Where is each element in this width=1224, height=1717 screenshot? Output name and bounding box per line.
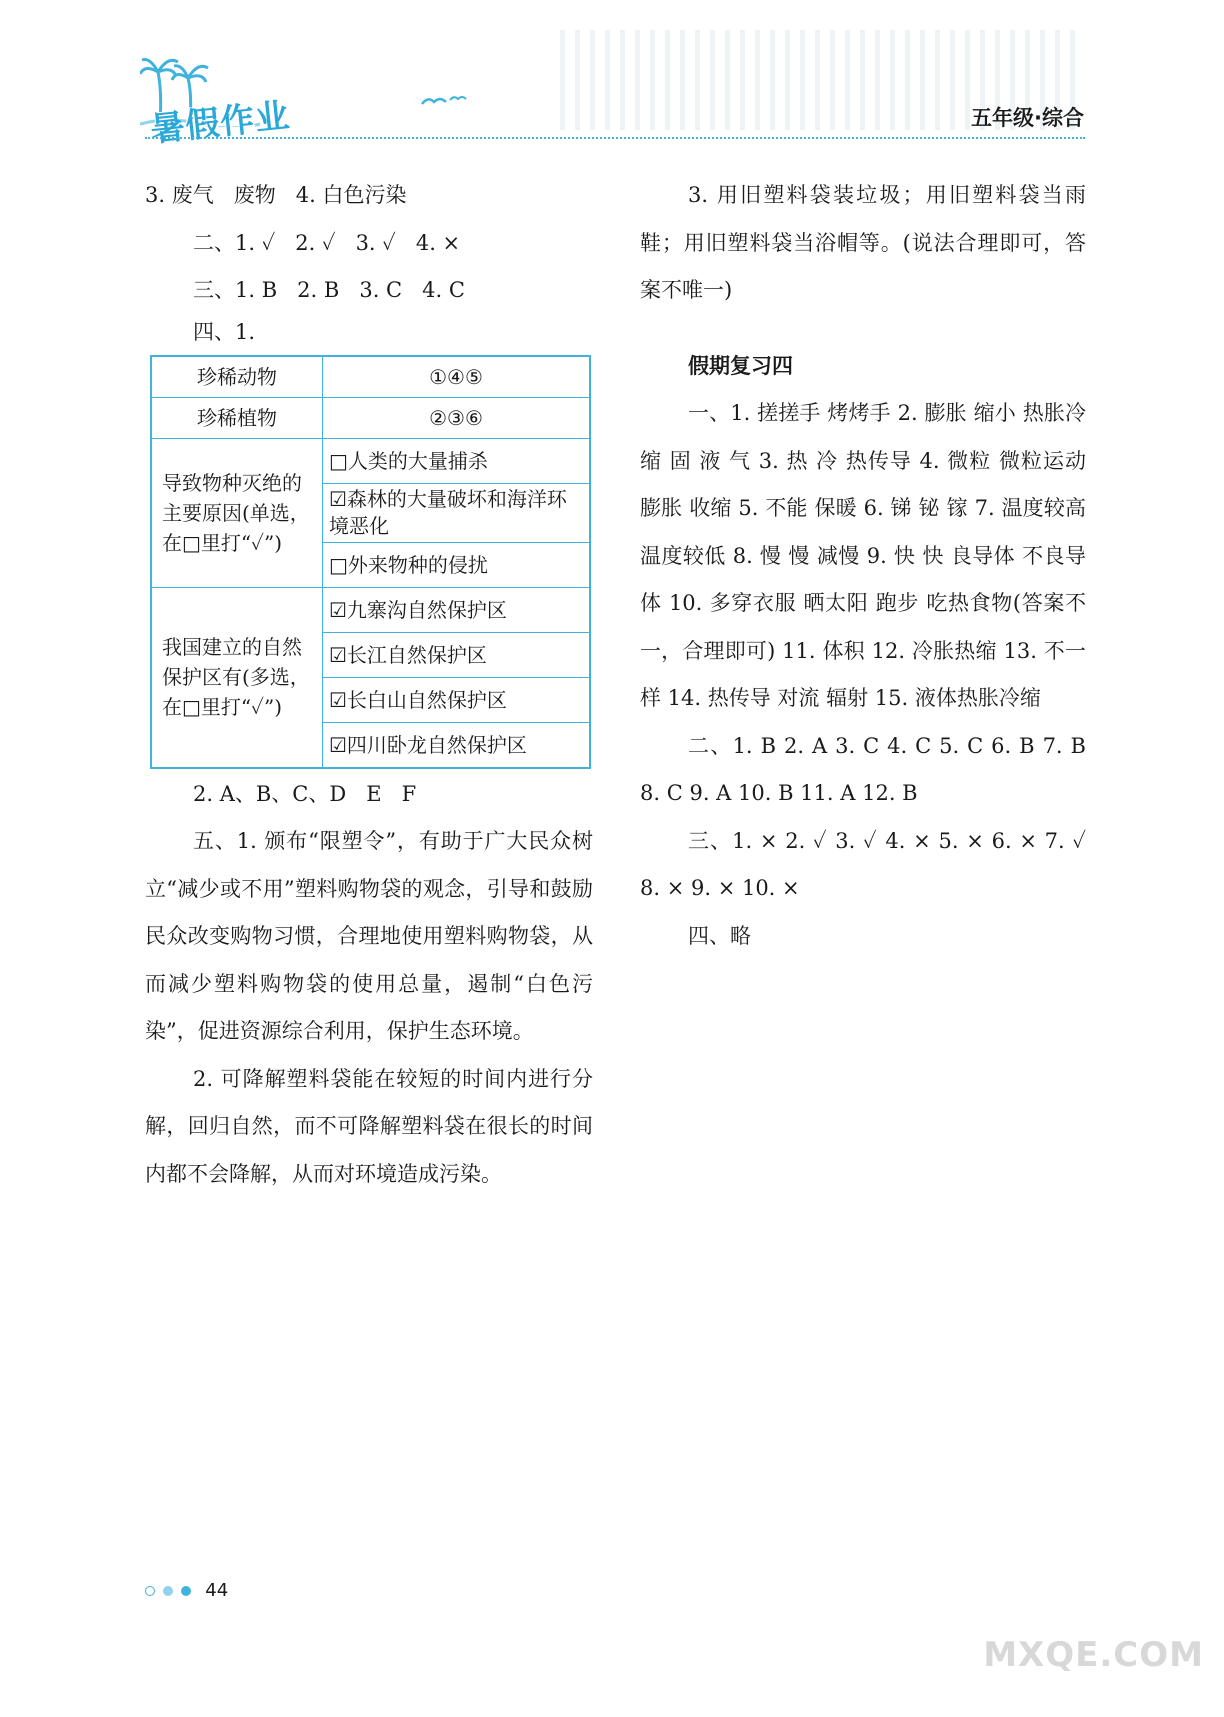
dot-icon [181, 1586, 191, 1596]
table-cell: ①④⑤ [323, 356, 591, 398]
left-column [145, 172, 593, 1198]
table-cell: 珍稀植物 [151, 397, 323, 438]
right-column [640, 172, 1086, 960]
table-row [151, 438, 590, 483]
answer-paragraph: 五、1. 颁布“限塑令”，有助于广大民众树立“减少或不用”塑料购物袋的观念，引导和鼓励民众改变购物习惯，合理地使用塑料购物袋，从而减少塑料购物袋的使用总量，遏制“白色污染”，促进资源综合利用，保护生态环境。 [145, 829, 593, 1043]
table-cell: 珍稀动物 [151, 356, 323, 398]
page-footer [145, 1580, 228, 1601]
dot-icon [145, 1586, 155, 1596]
answer-paragraph: 一、1. 搓搓手 烤烤手 2. 膨胀 缩小 热胀冷缩 固 液 气 3. 热 冷 热传导 4. 微粒 微粒运动 膨胀 收缩 5. 不能 保暖 6. 锑 铋 镓 7. 温度较高 温度较低 8. 慢 慢 减慢 9. 快 快 良导体 不良导体 10. 多穿衣服 晒太阳 跑步 吃热食物(答案不一，合理即可) 11. 体积 12. 冷胀热缩 13. 不一样 14. 热传导 对流 辐射 15. 液体热胀冷缩 [640, 401, 1086, 710]
logo-text: 暑假作业 [148, 95, 293, 151]
species-table [150, 355, 591, 769]
watermark: MXQE.COM [983, 1635, 1204, 1675]
table-cell: □外来物种的侵扰 [323, 542, 591, 587]
grade-label: 五年级·综合 [971, 106, 1084, 130]
table-cell: ☑长白山自然保护区 [323, 677, 591, 722]
section-heading: 假期复习四 [688, 353, 793, 378]
table-cell: 我国建立的自然保护区有(多选，在□里打“✓”) [151, 587, 323, 768]
answer-line: 四、略 [688, 923, 751, 948]
header-divider [145, 137, 1085, 139]
page-number: 44 [205, 1580, 229, 1601]
answer-paragraph: 二、1. B 2. A 3. C 4. C 5. C 6. B 7. B 8. C 9. A 10. B 11. A 12. B [640, 733, 1086, 805]
answer-line: 2. A、B、C、D E F [193, 781, 417, 806]
table-row [151, 356, 590, 398]
seagull-icon [420, 92, 470, 112]
table-cell: ☑九寨沟自然保护区 [323, 587, 591, 632]
answer-paragraph: 3. 用旧塑料袋装垃圾；用旧塑料袋当雨鞋；用旧塑料袋当浴帽等。(说法合理即可，答案不唯一) [640, 183, 1086, 302]
table-cell: ☑森林的大量破坏和海洋环境恶化 [323, 483, 591, 542]
table-cell: □人类的大量捕杀 [323, 438, 591, 483]
table-row [151, 397, 590, 438]
page-header [0, 0, 1224, 150]
answer-paragraph: 2. 可降解塑料袋能在较短的时间内进行分解，回归自然，而不可降解塑料袋在很长的时间内都不会降解，从而对环境造成污染。 [145, 1066, 593, 1186]
answer-line: 3. 废气 废物 4. 白色污染 [145, 183, 407, 207]
answer-line: 二、1. ✓ 2. ✓ 3. ✓ 4. × [193, 230, 461, 255]
table-cell: ☑四川卧龙自然保护区 [323, 722, 591, 768]
answer-paragraph: 三、1. × 2. ✓ 3. ✓ 4. × 5. × 6. × 7. ✓ 8. × 9. × 10. × [640, 828, 1086, 900]
answer-line: 三、1. B 2. B 3. C 4. C [193, 278, 465, 302]
table-row [151, 587, 590, 632]
table-cell: ☑长江自然保护区 [323, 632, 591, 677]
dot-icon [163, 1586, 173, 1596]
answer-line: 四、1. [193, 319, 256, 344]
table-cell: ②③⑥ [323, 397, 591, 438]
table-cell: 导致物种灭绝的主要原因(单选，在□里打“✓”) [151, 438, 323, 587]
